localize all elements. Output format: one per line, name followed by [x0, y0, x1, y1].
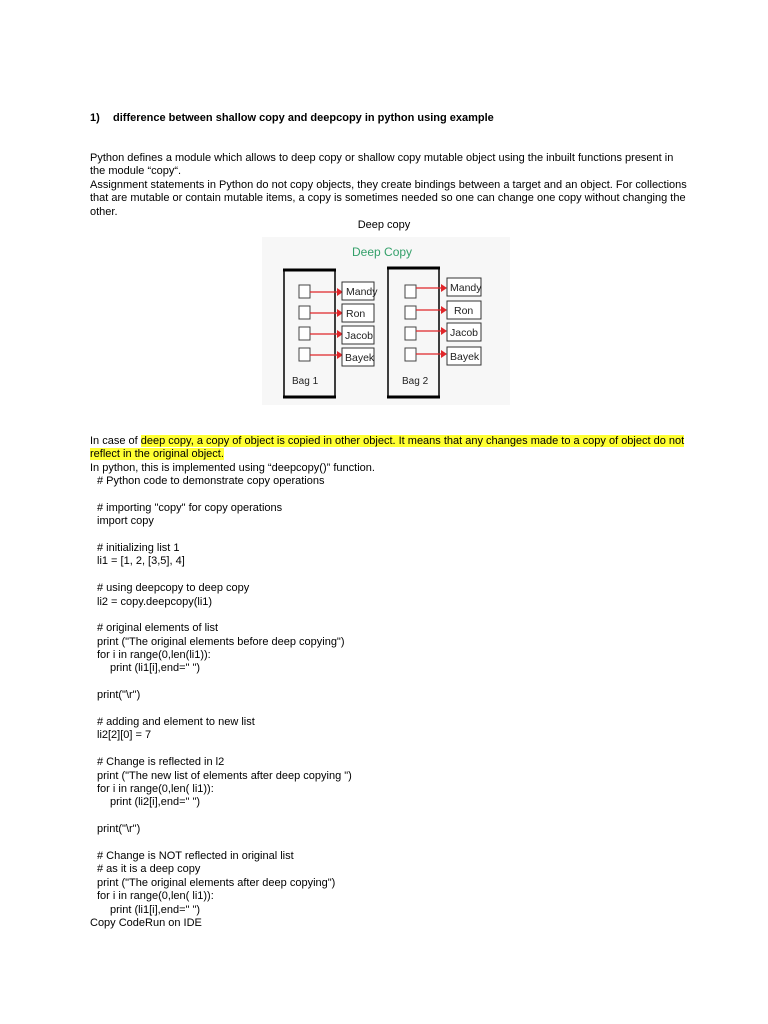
highlighted-text: deep copy, a copy of object is copied in other object. It means that any changes made to a copy of object do not reflect in the original object.	[90, 435, 685, 461]
code-line: print ("The original elements before deep copying")	[97, 635, 345, 648]
bag-1-item-bayek: Bayek	[345, 352, 375, 364]
bag-2-item-jacob: Jacob	[450, 327, 479, 339]
deep-copy-line-2: In python, this is implemented using “deepcopy()” function.	[90, 461, 375, 474]
code-line: print ("The new list of elements after deep copying ")	[97, 769, 352, 782]
bag-1-item-mandy: Mandy	[346, 286, 378, 298]
code-block	[90, 475, 690, 930]
heading-number: 1)	[90, 112, 100, 124]
copy-code-run-on-ide: Copy CodeRun on IDE	[90, 916, 202, 929]
code-line: print (li2[i],end=" ")	[110, 796, 201, 809]
code-line: # as it is a deep copy	[97, 863, 201, 876]
intro-line-1: Python defines a module which allows to deep copy or shallow copy mutable object using the inbuilt functions present in the module “copy“.	[90, 152, 674, 178]
code-line: # using deepcopy to deep copy	[97, 582, 250, 595]
code-line: print ("The original elements after deep copying")	[97, 876, 336, 889]
code-line: # Change is reflected in l2	[97, 756, 225, 769]
intro-line-2: Assignment statements in Python do not copy objects, they create bindings between a target and an object. For collections that are mutable or contain mutable items, a copy is sometimes needed so one can change one copy without changing the other.	[90, 178, 687, 218]
deep-copy-line-1	[90, 435, 690, 462]
bag-2-item-mandy: Mandy	[450, 282, 482, 294]
code-line: # Change is NOT reflected in original list	[97, 849, 294, 862]
code-line: for i in range(0,len( li1)):	[97, 782, 214, 795]
code-line: print (li1[i],end=" ")	[110, 903, 201, 916]
code-line: for i in range(0,len( li1)):	[97, 890, 214, 903]
code-line: # original elements of list	[97, 622, 219, 635]
figure-caption: Deep copy	[357, 219, 411, 231]
code-line: li2 = copy.deepcopy(li1)	[97, 595, 213, 608]
code-line: for i in range(0,len(li1)):	[97, 649, 211, 662]
bag-1-item-jacob: Jacob	[345, 330, 374, 342]
bag-1-item-ron: Ron	[346, 308, 366, 320]
section-heading	[90, 112, 494, 124]
code-line: li1 = [1, 2, [3,5], 4]	[97, 555, 185, 568]
bag-2-label: Bag 2	[402, 376, 429, 387]
bag-2-item-ron: Ron	[454, 305, 474, 317]
bag-1-label: Bag 1	[292, 376, 319, 387]
code-line: # Python code to demonstrate copy operations	[97, 475, 325, 487]
code-line: print("\r")	[97, 689, 141, 702]
code-line: print (li1[i],end=" ")	[110, 662, 201, 675]
deep-copy-explanation	[90, 435, 690, 475]
code-line: li2[2][0] = 7	[97, 729, 152, 742]
code-line: print("\r")	[97, 823, 141, 836]
deep-copy-diagram	[262, 237, 510, 405]
heading-text: difference between shallow copy and deepcopy in python using example	[113, 112, 494, 124]
code-line: # adding and element to new list	[97, 716, 255, 729]
code-line: import copy	[97, 515, 154, 528]
code-line: # initializing list 1	[97, 541, 180, 554]
code-line: # importing "copy" for copy operations	[97, 501, 283, 514]
intro-paragraph	[90, 152, 690, 219]
diagram-title: Deep Copy	[352, 245, 413, 259]
bag-2-item-bayek: Bayek	[450, 351, 480, 363]
deep-copy-prefix: In case of	[90, 435, 141, 447]
